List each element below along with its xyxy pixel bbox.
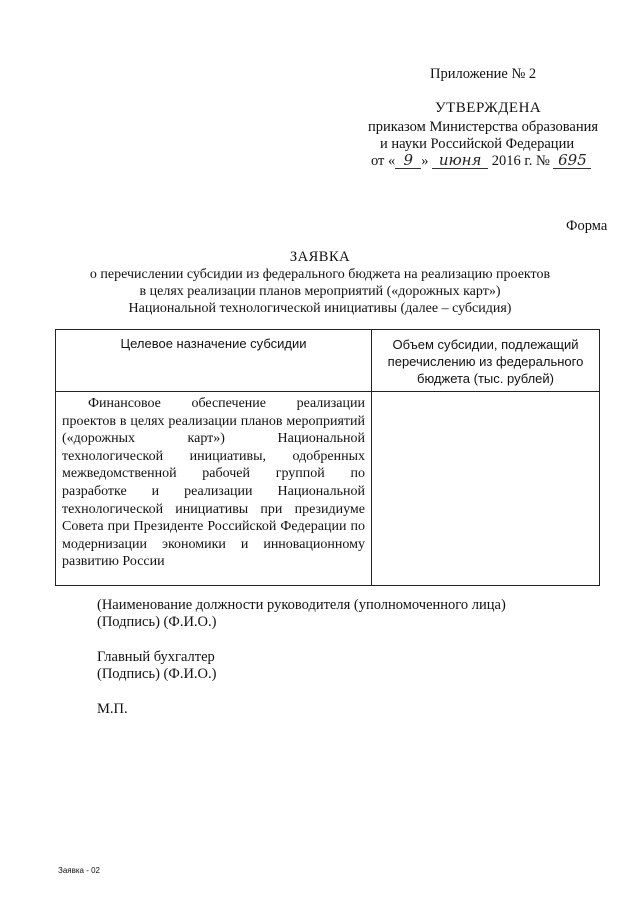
chief-accountant-label: Главный бухгалтер (97, 649, 215, 665)
stamp-label: М.П. (97, 701, 128, 717)
header-amount: Объем субсидии, подлежащий перечислению из федерального бюджета (тыс. рублей) (372, 330, 600, 392)
approved-label: УТВЕРЖДЕНА (435, 100, 542, 116)
table-header-row (56, 330, 600, 392)
header-purpose: Целевое назначение субсидии (56, 330, 372, 392)
date-prefix: от « (371, 153, 396, 169)
accountant-signature-label: (Подпись) (Ф.И.О.) (97, 666, 217, 682)
subtitle-line-3: Национальной технологической инициативы (далее – субсидия) (128, 301, 512, 316)
order-number: 695 (553, 153, 591, 169)
subsidy-table (55, 329, 600, 586)
cell-purpose (56, 392, 372, 586)
date-year: 2016 г. № (491, 153, 550, 169)
head-signature-label: (Подпись) (Ф.И.О.) (97, 614, 217, 630)
date-month: июня (432, 153, 488, 169)
order-line-1: приказом Министерства образования (368, 119, 599, 135)
purpose-text: Финансовое обеспечение реализации проектов в целях реализации планов мероприятий («дорожных карт») Национальной технологической инициативы, одобренных межведомственной рабочей группой по разработке и реализации Национальной технологической инициативы при президиуме Совета при Президенте Российской Федерации по модернизации экономики и инновационному развитию России (62, 396, 365, 570)
date-day: 9 (395, 153, 421, 169)
head-position-label: (Наименование должности руководителя (уполномоченного лица) (97, 597, 506, 613)
order-line-2: и науки Российской Федерации (380, 136, 575, 152)
appendix-label: Приложение № 2 (430, 66, 537, 82)
document-title: ЗАЯВКА (289, 249, 351, 265)
form-label: Форма (566, 218, 608, 234)
subtitle-line-2: в целях реализации планов мероприятий («дорожных карт») (139, 284, 501, 299)
table-row (56, 392, 600, 586)
subtitle-line-1: о перечислении субсидии из федерального бюджета на реализацию проектов (89, 267, 551, 282)
order-date-line (371, 153, 591, 170)
date-mid: » (421, 153, 429, 169)
cell-amount (372, 392, 600, 586)
footer-code: Заявка - 02 (58, 866, 100, 875)
